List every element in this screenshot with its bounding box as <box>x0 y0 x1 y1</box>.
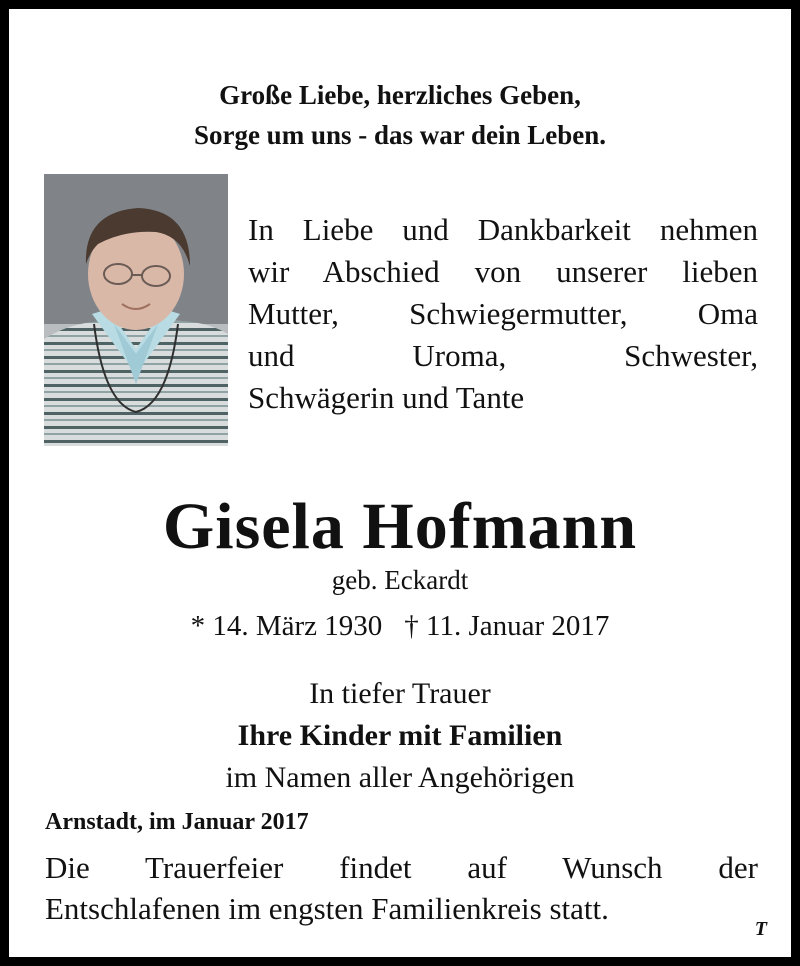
birth-name: geb. Eckardt <box>331 565 469 595</box>
death-date: † 11. Januar 2017 <box>404 610 610 642</box>
farewell-line-1: In Liebe und Dankbarkeit nehmen <box>248 212 758 247</box>
farewell-line-4: und Uroma, Schwester, <box>248 338 758 373</box>
portrait-photo-icon <box>44 174 228 446</box>
funeral-notice-line-1: Die Trauerfeier findet auf Wunsch der <box>45 850 758 885</box>
portrait-photo <box>44 174 228 446</box>
motto-line-1: Große Liebe, herzliches Geben, <box>219 80 581 110</box>
farewell-text <box>248 209 758 419</box>
mourners-line-1: In tiefer Trauer <box>309 677 491 710</box>
mourners <box>9 673 791 799</box>
publisher-mark: T <box>754 918 767 940</box>
deceased-name: Gisela Hofmann <box>162 490 638 563</box>
funeral-notice <box>45 847 758 929</box>
motto <box>9 75 791 155</box>
place-date: Arnstadt, im Januar 2017 <box>45 809 309 835</box>
life-dates <box>9 606 791 646</box>
farewell-line-5: Schwägerin und Tante <box>248 380 525 415</box>
farewell-line-3: Mutter, Schwiegermutter, Oma <box>248 296 758 331</box>
motto-line-2: Sorge um uns - das war dein Leben. <box>193 120 607 150</box>
funeral-notice-line-2: Entschlafenen im engsten Familienkreis statt. <box>45 891 609 926</box>
birth-date: * 14. März 1930 <box>190 610 383 642</box>
mourners-line-3: im Namen aller Angehörigen <box>225 761 575 794</box>
farewell-line-2: wir Abschied von unserer lieben <box>248 254 758 289</box>
mourners-line-2: Ihre Kinder mit Familien <box>237 719 563 752</box>
